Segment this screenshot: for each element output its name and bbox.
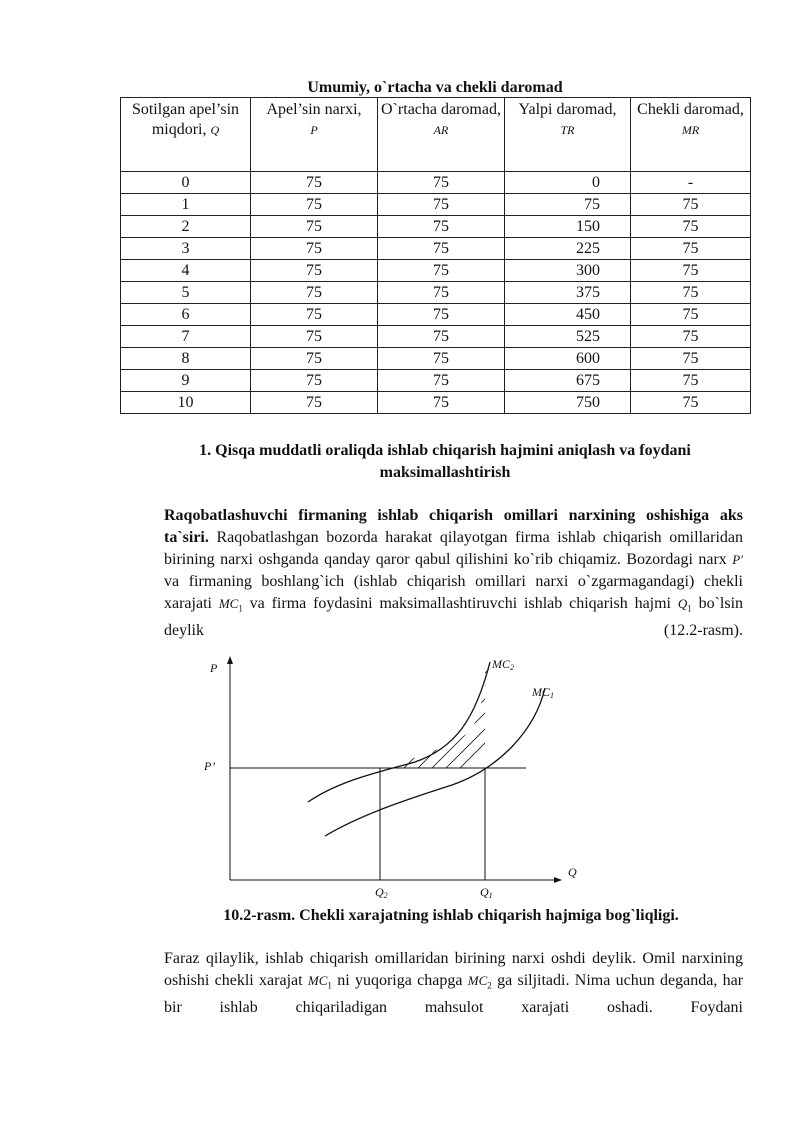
table-cell: 6 bbox=[121, 304, 251, 326]
header-total-revenue-symbol: TR bbox=[560, 123, 575, 137]
table-cell: 75 bbox=[251, 282, 378, 304]
table-cell: 450 bbox=[505, 304, 631, 326]
header-average-revenue bbox=[378, 98, 505, 172]
revenue-table bbox=[120, 97, 751, 414]
symbol-p-prime: P′ bbox=[732, 552, 744, 567]
symbol-mc1: $MC_1$ bbox=[218, 596, 243, 614]
table-cell: 75 bbox=[631, 282, 751, 304]
paragraph-1-text-d: bo`lsin deylik (12.2-rasm). bbox=[164, 595, 744, 639]
x-axis-arrow bbox=[554, 877, 562, 883]
table-header-row bbox=[121, 98, 751, 172]
table-cell: 75 bbox=[378, 304, 505, 326]
y-axis-arrow bbox=[227, 656, 233, 664]
table-cell: 75 bbox=[378, 172, 505, 194]
table-cell: 75 bbox=[631, 238, 751, 260]
q1-label: Q1 bbox=[480, 885, 493, 900]
table-cell: 675 bbox=[505, 370, 631, 392]
table-cell: 75 bbox=[251, 326, 378, 348]
table-cell: 75 bbox=[251, 392, 378, 414]
table-cell: 75 bbox=[378, 238, 505, 260]
paragraph-2-text-b: ni yuqoriga chapga bbox=[337, 972, 463, 989]
header-quantity-text: Sotilgan apel’sin miqdori, bbox=[131, 101, 240, 138]
table-cell: 75 bbox=[251, 172, 378, 194]
table-cell: 2 bbox=[121, 216, 251, 238]
header-marginal-revenue-text: Chekli daromad, bbox=[637, 101, 744, 118]
table-cell: 75 bbox=[251, 260, 378, 282]
table-row bbox=[121, 326, 751, 348]
paragraph-2-text-a: Faraz qilaylik, ishlab chiqarish omillaridan birining narxi oshdi deylik. Omil narxining oshishi chekli xarajat bbox=[164, 950, 743, 989]
table-cell: 7 bbox=[121, 326, 251, 348]
table-cell: 75 bbox=[378, 326, 505, 348]
header-price bbox=[251, 98, 378, 172]
header-quantity bbox=[121, 98, 251, 172]
header-price-symbol: P bbox=[310, 123, 318, 137]
table-cell: 75 bbox=[631, 392, 751, 414]
x-axis-label: Q bbox=[568, 865, 577, 879]
table-cell: 600 bbox=[505, 348, 631, 370]
header-average-revenue-text: O`rtacha daromad, bbox=[381, 101, 501, 118]
table-cell: 75 bbox=[378, 348, 505, 370]
paragraph-1-text-c: va firma foydasini maksimallashtiruvchi ishlab chiqarish hajmi bbox=[249, 595, 672, 612]
q2-label: Q2 bbox=[375, 885, 388, 900]
table-cell: 75 bbox=[631, 326, 751, 348]
table-cell: 75 bbox=[378, 216, 505, 238]
table-cell: 75 bbox=[378, 392, 505, 414]
table-row bbox=[121, 216, 751, 238]
table-cell: - bbox=[631, 172, 751, 194]
paragraph-2-text-c: ga siljitadi. Nima uchun deganda, har bir ishlab chiqariladigan mahsulot xarajati oshadi. Foydani bbox=[164, 972, 744, 1016]
table-cell: 225 bbox=[505, 238, 631, 260]
table-cell: 75 bbox=[251, 348, 378, 370]
table-row bbox=[121, 194, 751, 216]
table-row bbox=[121, 172, 751, 194]
section-number: 1. bbox=[199, 442, 212, 459]
mc2-label: MC2 bbox=[492, 657, 514, 672]
figure-caption: 10.2-rasm. Chekli xarajatning ishlab chiqarish hajmiga bog`liqligi. bbox=[223, 907, 679, 924]
table-row bbox=[121, 238, 751, 260]
header-quantity-symbol: Q bbox=[210, 123, 220, 137]
table-cell: 75 bbox=[378, 370, 505, 392]
table-cell: 75 bbox=[378, 282, 505, 304]
header-average-revenue-symbol: AR bbox=[433, 123, 449, 137]
mc1-label: MC1 bbox=[532, 685, 554, 700]
table-cell: 75 bbox=[251, 216, 378, 238]
table-row bbox=[121, 392, 751, 414]
table-cell: 75 bbox=[378, 260, 505, 282]
table-cell: 75 bbox=[251, 238, 378, 260]
table-cell: 75 bbox=[631, 348, 751, 370]
section-title: Qisqa muddatli oraliqda ishlab chiqarish hajmini aniqlash va foydani maksimallashtirish bbox=[215, 442, 691, 481]
price-label: P’ bbox=[204, 759, 216, 773]
table-cell: 75 bbox=[631, 304, 751, 326]
table-cell: 75 bbox=[631, 370, 751, 392]
y-axis-label: P bbox=[210, 661, 218, 675]
table-cell: 1 bbox=[121, 194, 251, 216]
table-cell: 750 bbox=[505, 392, 631, 414]
section-heading bbox=[140, 440, 750, 484]
table-cell: 75 bbox=[631, 216, 751, 238]
symbol-mc1-p2: $MC_1$ bbox=[307, 973, 332, 991]
table-cell: 75 bbox=[505, 194, 631, 216]
table-cell: 10 bbox=[121, 392, 251, 414]
table-cell: 4 bbox=[121, 260, 251, 282]
table-cell: 75 bbox=[251, 370, 378, 392]
table-row bbox=[121, 348, 751, 370]
table-cell: 525 bbox=[505, 326, 631, 348]
table-cell: 3 bbox=[121, 238, 251, 260]
hatched-area bbox=[404, 668, 490, 768]
header-total-revenue-text: Yalpi daromad, bbox=[518, 101, 617, 118]
table-cell: 0 bbox=[121, 172, 251, 194]
paragraph-1-text-a: Raqobatlashgan bozorda harakat qilayotgan firma ishlab chiqarish omillaridan birining narxi oshganda qanday qaror qabul qilishini ko`rib chiqamiz. Bozordagi narx bbox=[164, 529, 743, 568]
table-row bbox=[121, 282, 751, 304]
table-cell: 375 bbox=[505, 282, 631, 304]
paragraph-1-bold-lead: Raqobatlashuvchi firmaning ishlab chiqarish omillari narxining oshishiga aks ta`siri. bbox=[164, 507, 743, 546]
header-marginal-revenue bbox=[631, 98, 751, 172]
paragraph-2 bbox=[116, 948, 743, 1019]
mc1-curve bbox=[325, 688, 545, 836]
table-cell: 8 bbox=[121, 348, 251, 370]
paragraph-1 bbox=[116, 505, 743, 642]
mc-shift-figure bbox=[190, 650, 610, 900]
table-cell: 0 bbox=[505, 172, 631, 194]
table-title: Umumiy, o`rtacha va chekli daromad bbox=[307, 79, 563, 96]
table-cell: 75 bbox=[631, 260, 751, 282]
table-cell: 5 bbox=[121, 282, 251, 304]
table-row bbox=[121, 370, 751, 392]
table-cell: 75 bbox=[251, 194, 378, 216]
table-body bbox=[121, 172, 751, 414]
header-price-text: Apel’sin narxi, bbox=[266, 101, 362, 118]
header-marginal-revenue-symbol: MR bbox=[681, 123, 700, 137]
paragraph-1-text-b: va firmaning boshlang`ich (ishlab chiqarish omillari narxi o`zgarmagandagi) chekli xarajati bbox=[164, 573, 743, 612]
table-cell: 150 bbox=[505, 216, 631, 238]
table-row bbox=[121, 304, 751, 326]
table-cell: 9 bbox=[121, 370, 251, 392]
table-cell: 300 bbox=[505, 260, 631, 282]
table-cell: 75 bbox=[631, 194, 751, 216]
table-cell: 75 bbox=[251, 304, 378, 326]
table-cell: 75 bbox=[378, 194, 505, 216]
symbol-mc2: $MC_2$ bbox=[467, 973, 492, 991]
symbol-q1: $Q_1$ bbox=[677, 596, 692, 614]
table-row bbox=[121, 260, 751, 282]
header-total-revenue bbox=[505, 98, 631, 172]
